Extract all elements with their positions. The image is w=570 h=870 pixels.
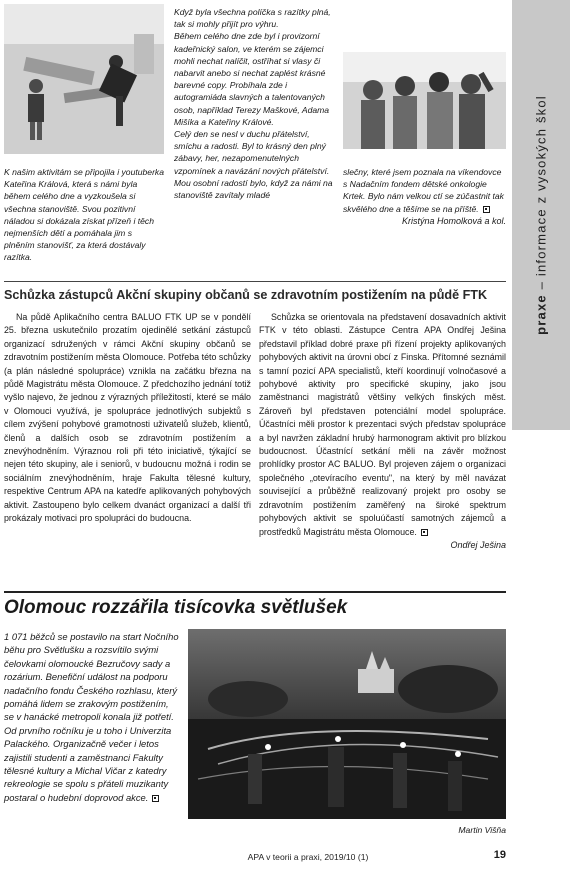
paragraph: Když byla všechna políčka s razítky plná, tak si mohly přijít pro výhru. (174, 7, 331, 30)
journal-footer: APA v teorii a praxi, 2019/10 (1) (247, 852, 369, 862)
paragraph: Celý den se nesl v duchu přátelství, smíchu a radosti. Byl to krásný den plný zábavy, her, nezapomenutelných vzpomínek a navázání nových přátelství. Mou osobní radostí bylo, když za námi na stanoviště zavítaly mladé (174, 129, 333, 201)
article-column-1: Na půdě Aplikačního centra BALUO FTK UP se v pondělí 25. března uskutečnilo prozatím ojedinělé setkání zástupců organizací sdružených v rámci Akční skupiny občanů se zdravotním postižením města Olomouce. Potřeba této schůzky (a plán následné spolupráce) vznikla na začátku března na půdě Magistrátu města Olomouce. Z předchozího jednání totiž vyšlo najevo, že jednou z výrazných příležitostí, které se málo v Olomouci využívá, je spolupráce jednotlivých subjektů s cílem zvýšení pohybové gramotnosti uživatelů služeb, klientů, členů a dalších osob se zdravotním postižením a znevýhodněním. Výraznou roli při této iniciativě, týkající se nejen této skupiny, ale i seniorů, v budoucnu možná i rodin se sociálním znevýhodněním, hraje Fakulta tělesné kultury, respektive Centrum APA na katedře aplikovaných pohybových aktivit. Zastoupeno bylo celkem dvanáct organizací a další tři prokázaly motivaci pro spolupráci do budoucna. (4, 312, 251, 524)
group-photo (343, 52, 506, 149)
story-ending: slečny, které jsem poznala na víkendovce s Nadačním fondem dětské onkologie Krtek. Bylo nám velkou ctí se zúčastnit tak skvělého dne a těšíme se na příště. Kristýna Homolková a kol. (343, 167, 506, 226)
paragraph: Během celého dne zde byl i provizorní kadeřnický salon, ve kterém se zájemci mohli nechat nalíčit, ostříhat si vlasy či nabarvit anebo si nechat zaplést krásné barevné copy. Probíhala zde i autogramiáda slavných a talentovaných osob, například Terezy Maškové, Adama Mišíka a Kateřiny Králové. (174, 31, 330, 127)
section-sidebar (512, 0, 570, 430)
photo-caption: K našim aktivitám se připojila i youtuberka Kateřina Králová, která s námi byla během celého dne a vyzkoušela si všechna stanoviště. Svou pozitivní náladou si dokázala získat přízeň i těch nejmenších dětí a pomáhala jim s plněním stanovišť, za která dostávaly razítka. (4, 167, 165, 263)
night-run-photo (188, 629, 506, 819)
article-author: Kristýna Homolková a kol. (401, 215, 506, 226)
section-divider (4, 591, 506, 593)
article-author: Ondřej Ješina (450, 539, 506, 550)
article-column-2: Schůzka se orientovala na představení dosavadních aktivit FTK v této oblasti. Zástupce Centra APA Ondřej Ješina představil příklad dobré praxe při řízení projekty aplikovaných pohybových aktivit na úrovni obcí z Finska. Přítomné seznámil s tamní pozicí APA specialistů, kteří koordinují volnočasové a pohybové aktivity pro specifické skupiny, jako jsou zaměstnanci magistrátů většiny velkých finských měst. Zároveň byl představen potenciální model spolupráce. Účastníci měli prostor k prezentaci svých představ spolupráce a byl navržen základní hrubý harmonogram aktivit pro blízkou budoucnost. Účastnící setkání měli na závěr možnost prohlídky prostor AC BALUO. Byl projeven zájem o organizaci společného „otevíracího eventu", na který by měl navázat související a průběžně realizovaný projekt pro osoby se zdravotním postižením zaměřený na široké spektrum pohybových aktivit se spoluúčastí samotných zájemců a prostředků Magistrátu města Olomouce. Ondřej Ješina (259, 311, 506, 552)
article-lead: 1 071 běžců se postavilo na start Nočního běhu pro Světlušku a rozsvítilo svými čelovkami olomoucké Bezručovy sady a rozárium. Benefiční událost na podporu nadačního fondu Českého rozhlasu, který pomáhá lidem se zrakovým postižením, se v hanácké metropoli konala již potřetí. Od prvního ročníku je u toho i Univerzita Palackého. Organizačně večer i letos zajistili studenti a zaměstnanci Fakulty tělesné kultury a Michal Vičar z katedry rekreologie se spolu s přáteli muzikanty postaral o hudební doprovod akce. (4, 631, 179, 803)
kids-activity-photo (4, 4, 164, 154)
end-of-article-icon (483, 206, 490, 213)
end-of-article-icon (421, 529, 428, 536)
section-divider (4, 281, 506, 282)
end-of-article-icon (152, 795, 159, 802)
article-headline: Schůzka zástupců Akční skupiny občanů se zdravotním postižením na půdě FTK (4, 288, 488, 302)
section-label: praxe – informace z vysokých škol (533, 95, 549, 335)
article-headline: Olomouc rozzářila tisícovka světlušek (4, 597, 348, 618)
photo-credit: Martin Višňa (458, 825, 506, 835)
page-number: 19 (493, 849, 506, 861)
story-continuation (174, 6, 334, 201)
